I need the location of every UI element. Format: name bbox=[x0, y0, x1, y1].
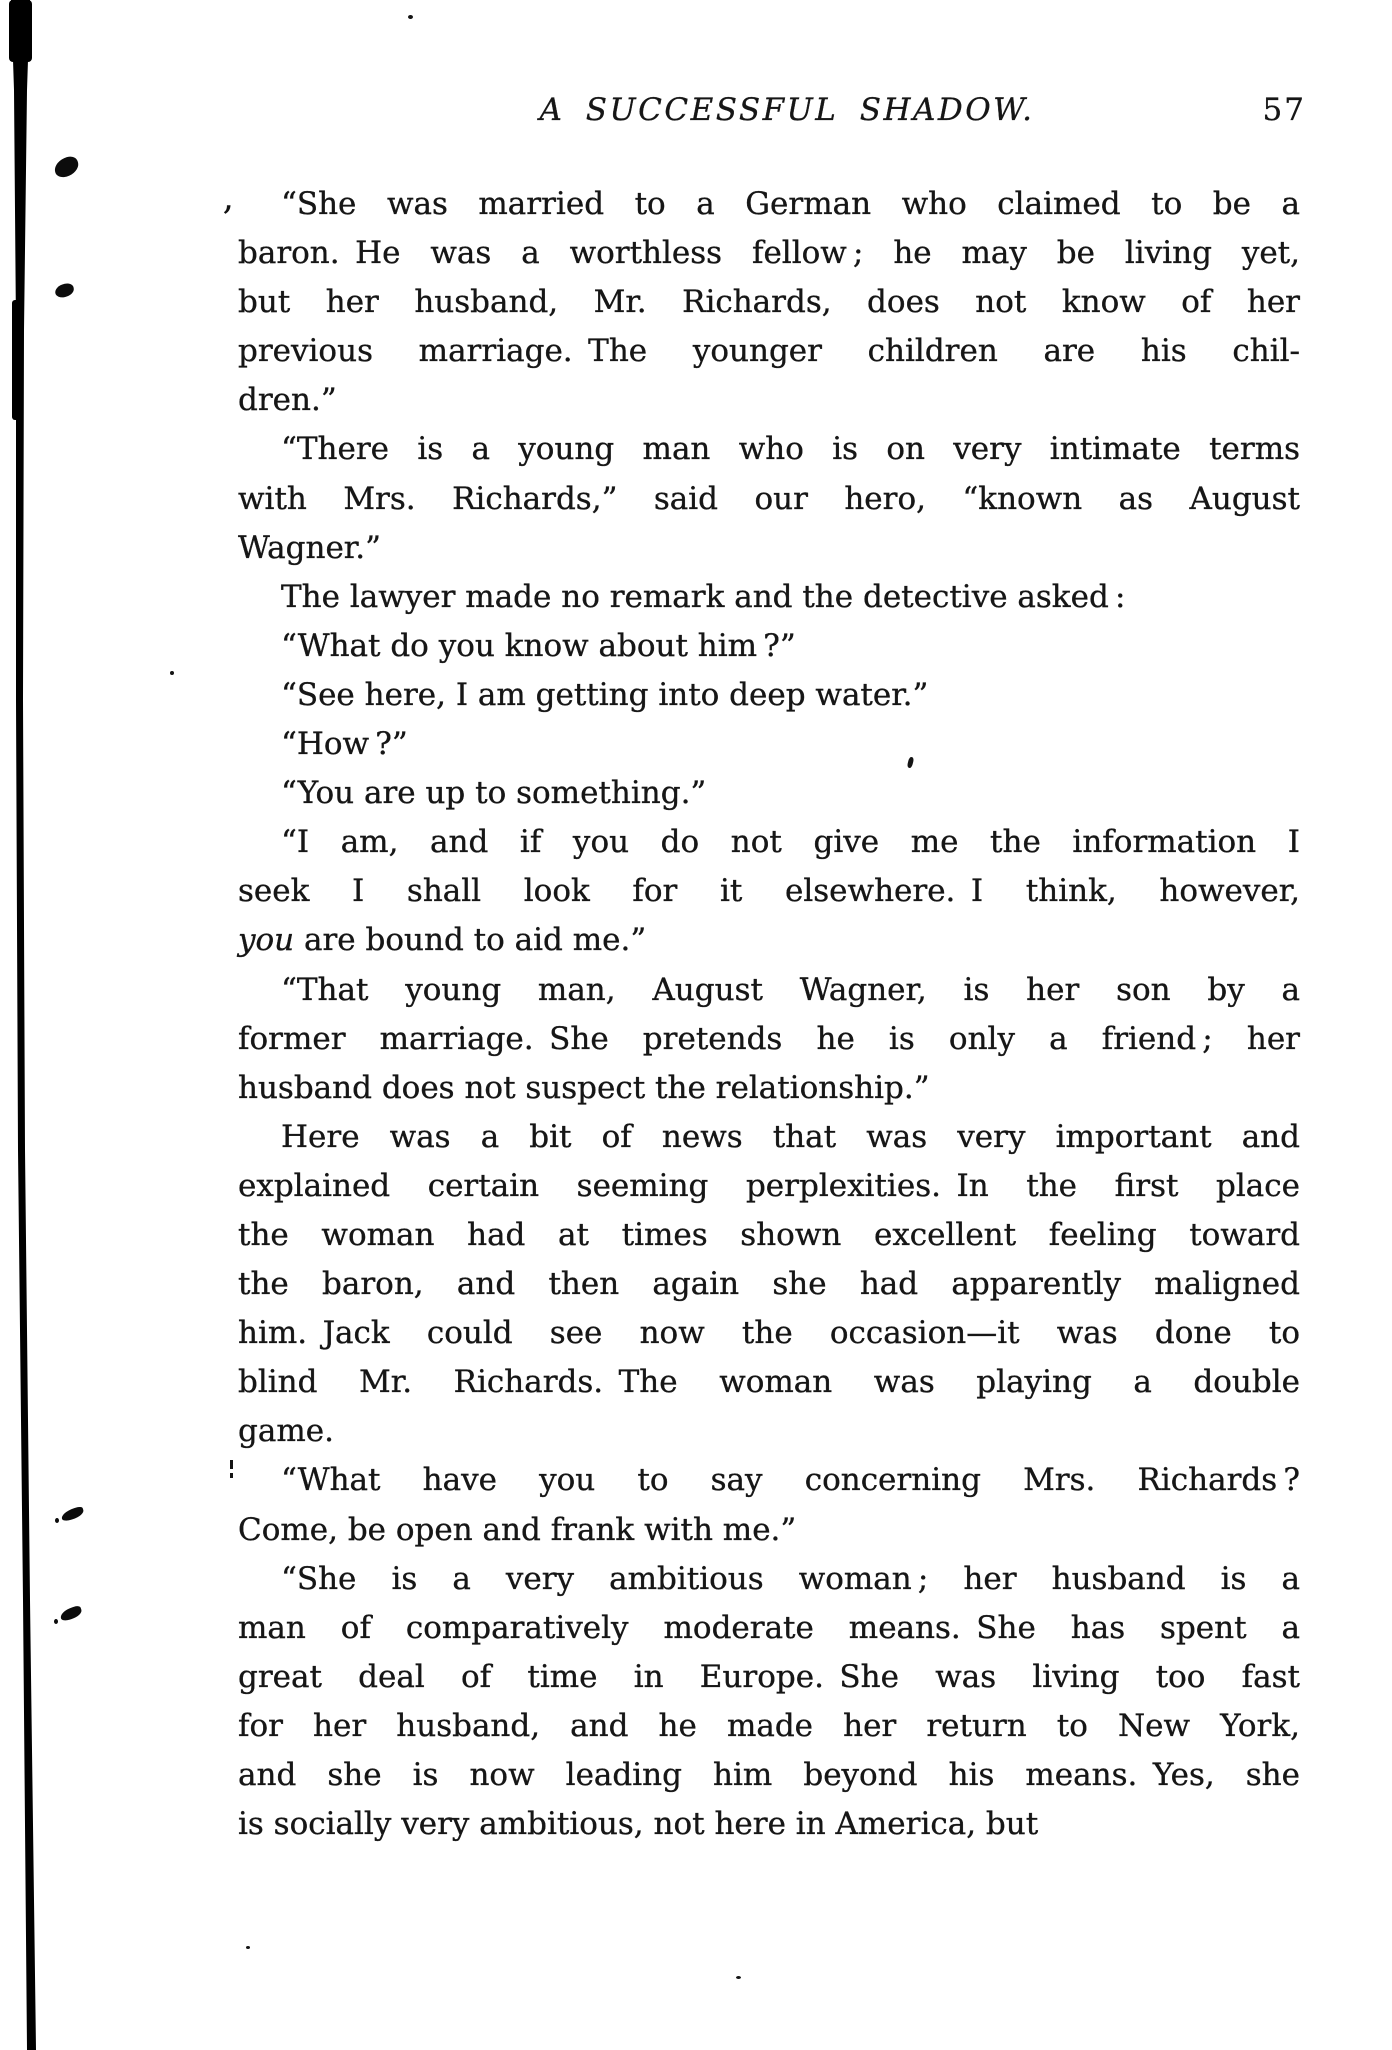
text-segment: are bound to aid me.” bbox=[294, 922, 647, 959]
text-line: Come, be open and frank with me.” bbox=[238, 1511, 797, 1548]
text-line: for her husband, and he made her return to New York, bbox=[238, 1707, 1300, 1744]
text-line: man of comparatively moderate means. She has spent a bbox=[238, 1609, 1300, 1646]
ink-smudge bbox=[55, 1518, 59, 1523]
text-line: previous marriage. The younger children are his chil- bbox=[238, 333, 1300, 370]
text-line: “She is a very ambitious woman ; her husband is a bbox=[281, 1560, 1300, 1597]
text-line: “I am, and if you do not give me the information I bbox=[281, 824, 1300, 861]
text-line: “That young man, August Wagner, is her son by a bbox=[281, 971, 1300, 1008]
margin-tick bbox=[230, 1460, 233, 1469]
ink-smudge bbox=[54, 1619, 58, 1624]
text-line: the baron, and then again she had apparently maligned bbox=[238, 1266, 1300, 1303]
text-line: former marriage. She pretends he is only a friend ; her bbox=[238, 1020, 1300, 1057]
dust-speck bbox=[246, 1946, 250, 1949]
text-line: is socially very ambitious, not here in America, but bbox=[238, 1806, 1039, 1843]
text-line: “How ?” bbox=[281, 726, 408, 763]
text-line: baron. He was a worthless fellow ; he may be living yet, bbox=[238, 235, 1300, 272]
text-line: with Mrs. Richards,” said our hero, “known as August bbox=[238, 480, 1300, 517]
text-line: explained certain seeming perplexities. In the first place bbox=[238, 1167, 1300, 1204]
text-line: dren.” bbox=[238, 382, 337, 419]
text-line: seek I shall look for it elsewhere. I think, however, bbox=[238, 873, 1300, 910]
margin-tick bbox=[230, 1473, 233, 1478]
italic-word: you bbox=[238, 922, 295, 959]
stray-comma-mark: , bbox=[223, 178, 234, 217]
running-head-title: A SUCCESSFUL SHADOW. bbox=[539, 92, 1035, 128]
dust-speck bbox=[736, 1976, 741, 1979]
text-line: The lawyer made no remark and the detective asked : bbox=[281, 578, 1126, 615]
page-number: 57 bbox=[1262, 92, 1306, 128]
page-header bbox=[238, 88, 1306, 132]
text-line: “You are up to something.” bbox=[281, 775, 707, 812]
text-line: “She was married to a German who claimed to be a bbox=[281, 186, 1300, 222]
text-line: Wagner.” bbox=[238, 529, 381, 566]
text-line: blind Mr. Richards. The woman was playing a double bbox=[238, 1364, 1300, 1401]
text-line: him. Jack could see now the occasion—it was done to bbox=[238, 1315, 1300, 1352]
text-line: and she is now leading him beyond his means. Yes, she bbox=[238, 1757, 1300, 1793]
text-line bbox=[238, 916, 1300, 965]
ink-smudge bbox=[60, 1506, 85, 1523]
text-line: “There is a young man who is on very intimate terms bbox=[281, 431, 1300, 468]
ink-smudge bbox=[59, 1605, 83, 1622]
text-line: “See here, I am getting into deep water.” bbox=[281, 676, 929, 713]
text-line: the woman had at times shown excellent feeling toward bbox=[238, 1216, 1300, 1253]
text-line: “What have you to say concerning Mrs. Richards ? bbox=[281, 1462, 1300, 1499]
dust-speck bbox=[170, 671, 174, 675]
text-line: “What do you know about him ?” bbox=[281, 627, 796, 664]
binding-bar-artifact bbox=[0, 0, 60, 2050]
dust-speck bbox=[408, 15, 413, 19]
text-line: game. bbox=[238, 1413, 334, 1450]
text-line: husband does not suspect the relationship.” bbox=[238, 1069, 930, 1106]
text-line: but her husband, Mr. Richards, does not know of her bbox=[238, 284, 1300, 321]
text-line: Here was a bit of news that was very important and bbox=[281, 1118, 1300, 1155]
page-body bbox=[238, 180, 1300, 1849]
text-line: great deal of time in Europe. She was living too fast bbox=[238, 1658, 1300, 1695]
